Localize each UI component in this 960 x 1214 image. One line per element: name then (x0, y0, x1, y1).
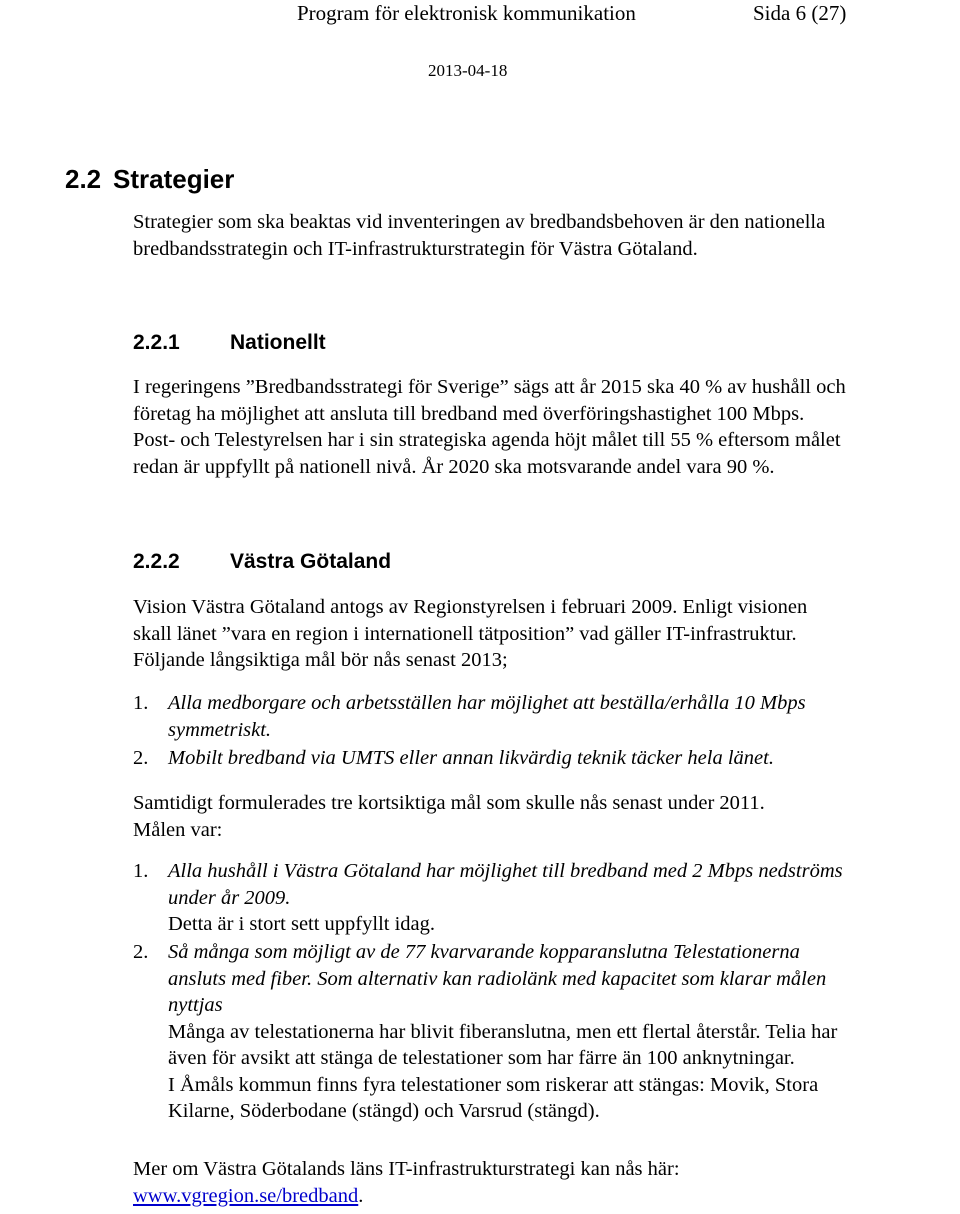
status-note-line: I Åmåls kommun finns fyra telestationer som riskerar att stängas: Movik, Stora (168, 1073, 819, 1096)
section-number: 2.2 (65, 164, 102, 194)
status-note-line: Många av telestationerna har blivit fiberanslutna, men ett flertal återstår. Telia har (168, 1020, 838, 1043)
list-item-line (133, 939, 933, 966)
text-line: företag ha möjlighet att ansluta till bredband med överföringshastighet 100 Mbps. (133, 402, 805, 425)
subsection-number: 2.2.1 (133, 331, 180, 354)
text-line: Vision Västra Götaland antogs av Regionstyrelsen i februari 2009. Enligt visionen (133, 596, 808, 618)
list-marker: 1. (133, 860, 149, 882)
vastra-paragraph (133, 594, 933, 674)
short-goal-item-1 (133, 858, 933, 938)
list-item-line (133, 690, 933, 717)
document-title: Program för elektronisk kommunikation (297, 1, 636, 25)
text-line: I regeringens ”Bredbandsstrategi för Sverige” sägs att år 2015 ska 40 % av hushåll och (133, 376, 846, 398)
goal-text: Alla medborgare och arbetsställen har möjlighet att beställa/erhålla 10 Mbps (168, 692, 806, 714)
text-line: Samtidigt formulerades tre kortsiktiga mål som skulle nås senast under 2011. (133, 792, 765, 814)
subsection-heading-nationellt (133, 330, 326, 356)
subsection-heading-vastra-gotaland (133, 549, 391, 575)
document-date: 2013-04-18 (428, 61, 508, 80)
list-marker: 2. (133, 941, 149, 963)
text-line: bredbandsstrategin och IT-infrastrukturstrategin för Västra Götaland. (133, 237, 698, 260)
subsection-number: 2.2.2 (133, 550, 180, 573)
more-info-paragraph (133, 1156, 933, 1209)
link-line (133, 1183, 933, 1210)
list-item-line: under år 2009. (168, 886, 291, 909)
link-suffix: . (358, 1184, 364, 1207)
text-line: Målen var: (133, 818, 223, 841)
list-item-line: nyttjas (168, 994, 223, 1016)
list-item-line (133, 745, 933, 772)
list-marker: 2. (133, 747, 149, 769)
short-goals-intro (133, 790, 933, 843)
goal-text: Alla hushåll i Västra Götaland har möjlighet till bredband med 2 Mbps nedströms (168, 860, 843, 882)
page-number: Sida 6 (27) (753, 1, 847, 25)
status-note-line: Detta är i stort sett uppfyllt idag. (168, 913, 436, 935)
text-line: Post- och Telestyrelsen har i sin strategiska agenda höjt målet till 55 % eftersom målet (133, 429, 841, 451)
text-line: Strategier som ska beaktas vid inventeringen av bredbandsbehoven är den nationella (133, 211, 826, 233)
status-note-line: Kilarne, Söderbodane (stängd) och Varsrud (stängd). (168, 1100, 600, 1122)
list-item-line: ansluts med fiber. Som alternativ kan radiolänk med kapacitet som klarar målen (168, 967, 827, 990)
list-item-line: symmetriskt. (168, 718, 272, 741)
text-line: redan är uppfyllt på nationell nivå. År 2020 ska motsvarande andel vara 90 %. (133, 455, 775, 478)
short-goal-item-2 (133, 939, 933, 1125)
goal-text: Så många som möjligt av de 77 kvarvarande kopparanslutna Telestationerna (168, 941, 800, 963)
goal-text: Mobilt bredband via UMTS eller annan likvärdig teknik täcker hela länet. (168, 747, 774, 769)
vgregion-bredband-link[interactable]: www.vgregion.se/bredband (133, 1184, 359, 1207)
section-title: Strategier (113, 164, 235, 194)
text-line: Mer om Västra Götalands läns IT-infrastrukturstrategi kan nås här: (133, 1158, 680, 1180)
text-line: Följande långsiktiga mål bör nås senast 2013; (133, 649, 508, 671)
status-note-line: även för avsikt att stänga de telestationer som har färre än 100 anknytningar. (168, 1047, 795, 1069)
text-line: skall länet ”vara en region i internationell tätposition” vad gäller IT-infrastruktur. (133, 622, 797, 645)
list-item-line (133, 858, 933, 885)
list-marker: 1. (133, 692, 149, 714)
subsection-title: Nationellt (230, 331, 326, 354)
section-heading-strategier (65, 163, 234, 195)
long-goal-item-1 (133, 690, 933, 743)
long-goal-item-2 (133, 745, 933, 772)
nationellt-paragraph (133, 374, 933, 480)
section-intro-paragraph (133, 209, 933, 262)
subsection-title: Västra Götaland (230, 550, 392, 573)
